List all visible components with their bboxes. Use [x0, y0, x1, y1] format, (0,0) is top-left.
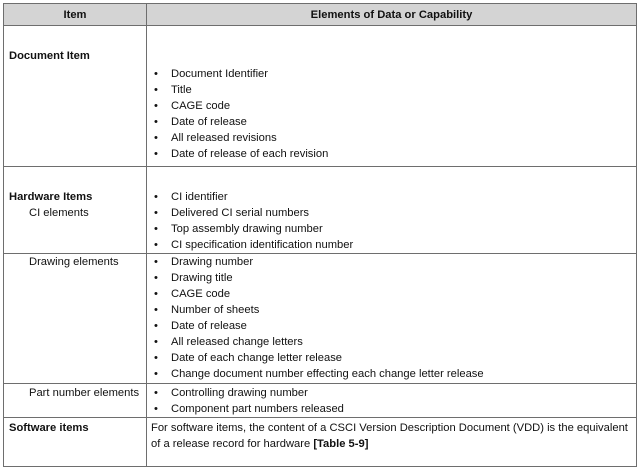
list-item-text: Date of release [171, 320, 247, 332]
row-hardware-ci [4, 167, 637, 254]
list-item-text: Change document number effecting each change letter release [171, 368, 484, 380]
list-item-text: Component part numbers released [171, 403, 344, 415]
release-record-table [3, 3, 637, 467]
bullet-icon: • [154, 100, 158, 112]
cell-hardware-label [4, 167, 147, 254]
bullet-icon: • [154, 116, 158, 128]
hardware-items-label: Hardware Items [9, 191, 93, 203]
drawing-elements-list [147, 254, 636, 382]
row-document-item [4, 26, 637, 167]
list-item [147, 350, 636, 366]
list-item-text: Date of each change letter release [171, 352, 343, 364]
document-item-label: Document Item [9, 50, 90, 62]
list-item [147, 254, 636, 270]
list-item [147, 270, 636, 286]
cell-document-label [4, 26, 147, 167]
list-item-text: Document Identifier [171, 68, 269, 80]
list-item-text: Drawing title [171, 272, 233, 284]
bullet-icon: • [154, 68, 158, 80]
list-item-text: CAGE code [171, 100, 231, 112]
cell-part-label [4, 384, 147, 418]
list-item-text: Number of sheets [171, 304, 260, 316]
software-description [147, 420, 636, 452]
list-item-text: CAGE code [171, 288, 231, 300]
cell-drawing-elements [147, 254, 637, 384]
list-item [147, 385, 636, 401]
bullet-icon: • [154, 387, 158, 399]
row-software-items [4, 418, 637, 467]
list-item-text: Delivered CI serial numbers [171, 207, 310, 219]
software-description-text: For software items, the content of a CSCI Version Description Document (VDD) is the equivalent of a release record for hardware [151, 422, 628, 450]
bullet-icon: • [154, 352, 158, 364]
list-item [147, 189, 636, 205]
list-item-text: All released revisions [171, 132, 277, 144]
list-item [147, 237, 636, 253]
ci-elements-label: CI elements [29, 207, 89, 219]
bullet-icon: • [154, 272, 158, 284]
list-item [147, 130, 636, 146]
bullet-icon: • [154, 336, 158, 348]
cell-ci-elements [147, 167, 637, 254]
list-item [147, 114, 636, 130]
list-item [147, 98, 636, 114]
bullet-icon: • [154, 304, 158, 316]
row-part-number-elements [4, 384, 637, 418]
list-item-text: Drawing number [171, 256, 254, 268]
list-item [147, 82, 636, 98]
list-item-text: Top assembly drawing number [171, 223, 323, 235]
cell-document-elements [147, 26, 637, 167]
software-items-label: Software items [9, 422, 89, 434]
list-item-text: Date of release of each revision [171, 148, 329, 160]
bullet-icon: • [154, 148, 158, 160]
list-item [147, 205, 636, 221]
list-item-text: Controlling drawing number [171, 387, 308, 399]
software-table-reference: [Table 5-9] [313, 438, 369, 450]
list-item-text: All released change letters [171, 336, 303, 348]
bullet-icon: • [154, 191, 158, 203]
list-item-text: CI specification identification number [171, 239, 354, 251]
part-number-elements-label: Part number elements [29, 387, 140, 399]
list-item-text: Date of release [171, 116, 247, 128]
bullet-icon: • [154, 239, 158, 251]
drawing-elements-label: Drawing elements [29, 256, 119, 268]
list-item [147, 302, 636, 318]
list-item [147, 286, 636, 302]
list-item [147, 221, 636, 237]
bullet-icon: • [154, 403, 158, 415]
bullet-icon: • [154, 256, 158, 268]
part-number-elements-list [147, 385, 636, 417]
bullet-icon: • [154, 368, 158, 380]
list-item [147, 146, 636, 162]
list-item-text: CI identifier [171, 191, 228, 203]
cell-part-elements [147, 384, 637, 418]
row-drawing-elements [4, 254, 637, 384]
list-item-text: Title [171, 84, 192, 96]
cell-drawing-label [4, 254, 147, 384]
cell-software-text [147, 418, 637, 467]
bullet-icon: • [154, 223, 158, 235]
ci-elements-list [147, 189, 636, 253]
bullet-icon: • [154, 207, 158, 219]
bullet-icon: • [154, 288, 158, 300]
list-item [147, 334, 636, 350]
list-item [147, 66, 636, 82]
bullet-icon: • [154, 320, 158, 332]
cell-software-label [4, 418, 147, 467]
header-row [4, 4, 637, 26]
list-item [147, 401, 636, 417]
header-item: Item [4, 4, 147, 26]
list-item [147, 366, 636, 382]
list-item [147, 318, 636, 334]
bullet-icon: • [154, 132, 158, 144]
document-elements-list [147, 66, 636, 162]
bullet-icon: • [154, 84, 158, 96]
header-elements: Elements of Data or Capability [147, 4, 637, 26]
